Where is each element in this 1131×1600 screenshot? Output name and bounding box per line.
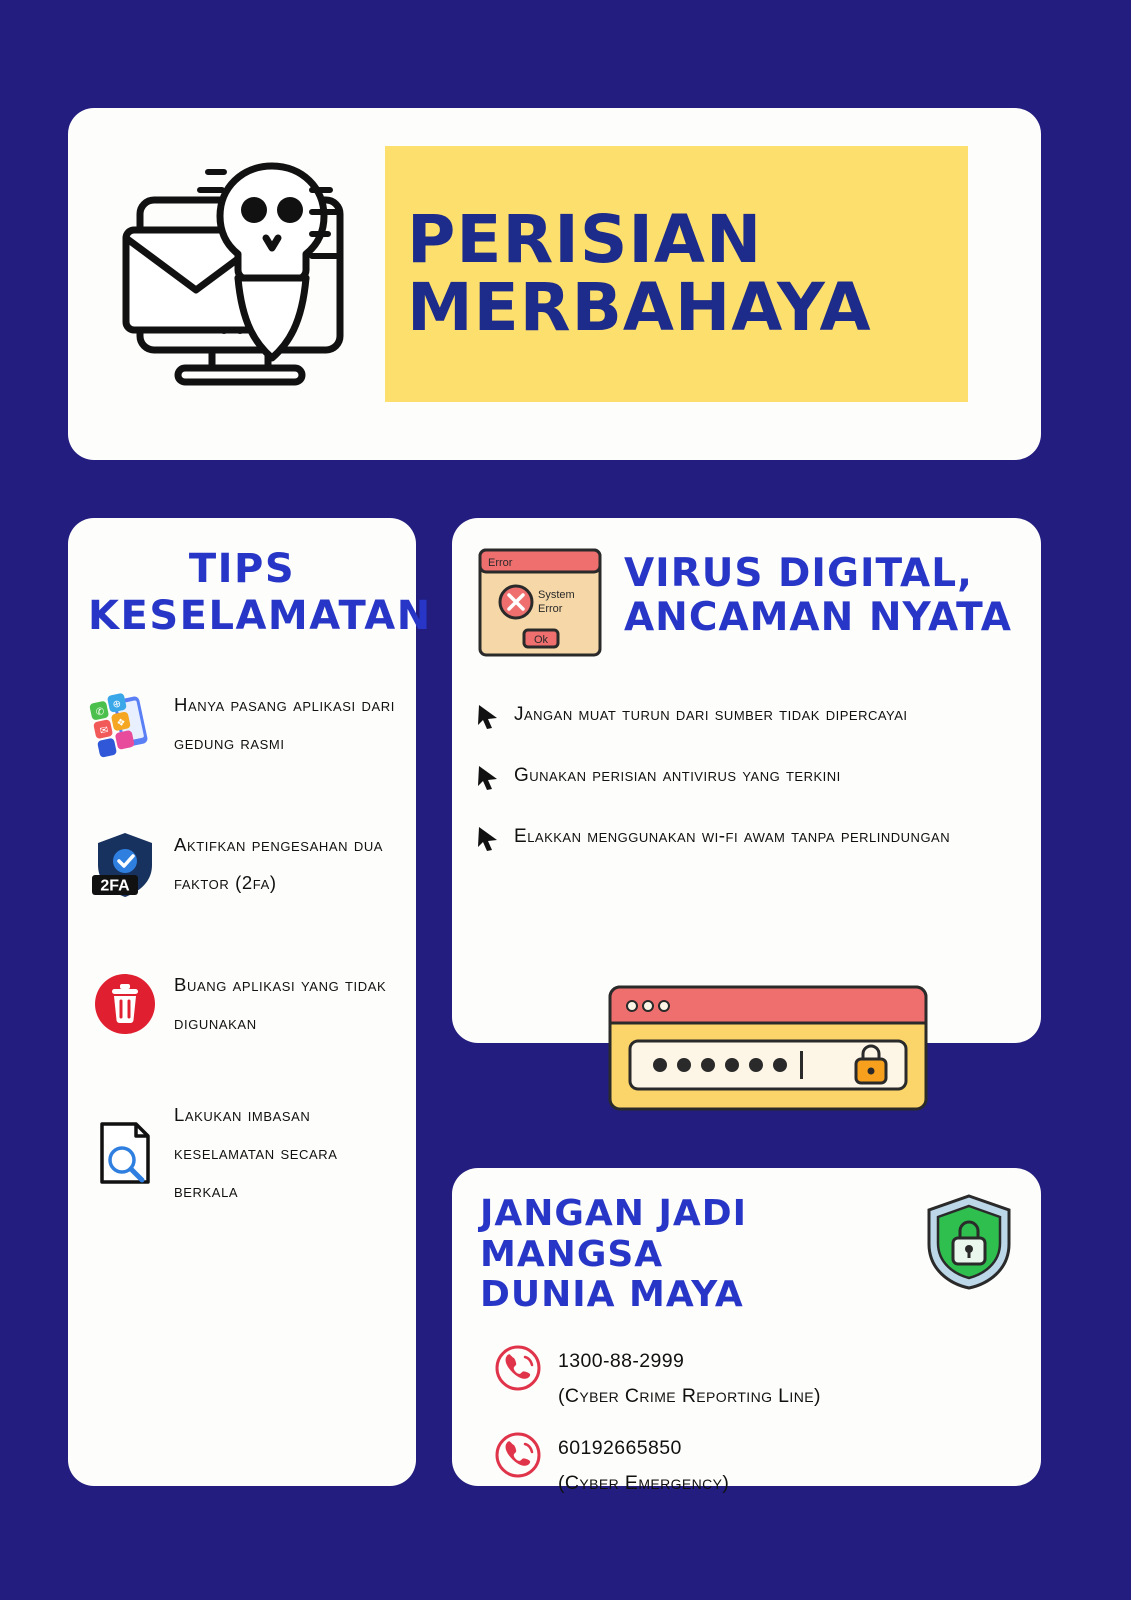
tips-card [68, 518, 432, 1486]
tip-text: Lakukan imbasan keselamatan secara berkala [174, 1104, 338, 1202]
svg-text:⊕: ⊕ [111, 698, 123, 712]
system-error-window-icon [476, 544, 606, 669]
contact-title-line-1: JANGAN JADI MANGSA [480, 1193, 747, 1275]
list-item[interactable] [480, 1344, 1013, 1413]
error-titlebar-label: Error [488, 557, 513, 569]
contact-text [558, 1344, 821, 1413]
svg-text:✉: ✉ [98, 725, 110, 738]
list-item [88, 1096, 396, 1210]
contact-label: (Cyber Emergency) [558, 1472, 730, 1495]
tips-title-line-2: KESELAMATAN [88, 593, 432, 640]
tips-title-line-1: TIPS [188, 546, 296, 592]
password-field-illustration [608, 985, 928, 1111]
svg-text:Ok: Ok [533, 634, 549, 646]
contact-number: 1300-88-2999 [558, 1350, 685, 1373]
svg-text:System: System [538, 589, 575, 601]
bullet-text: Jangan muat turun dari sumber tidak dipercayai [514, 704, 908, 725]
page-title-line-2: MERBAHAYA [407, 269, 872, 346]
bullet-text: Elakkan menggunakan wi-fi awam tanpa perlindungan [514, 826, 951, 847]
bullet-text: Gunakan perisian antivirus yang terkini [514, 765, 841, 786]
tip-text: Buang aplikasi yang tidak digunakan [174, 974, 387, 1034]
contact-number: 60192665850 [558, 1437, 682, 1460]
mobile-apps-icon [88, 687, 162, 761]
list-item [88, 816, 396, 912]
list-item [88, 956, 396, 1052]
contact-list [480, 1344, 1013, 1501]
malware-email-monitor-icon [116, 138, 406, 428]
contact-label: (Cyber Crime Reporting Line) [558, 1384, 821, 1407]
svg-text:Error: Error [538, 603, 563, 615]
poster-title-band [385, 146, 968, 402]
tips-title [88, 546, 432, 640]
shield-padlock-icon [923, 1192, 1015, 1292]
list-item [476, 760, 1017, 795]
tip-text: Aktifkan pengesahan dua faktor (2fa) [174, 834, 384, 894]
svg-text:2FA: 2FA [100, 877, 130, 895]
arrow-cursor-icon [476, 699, 500, 734]
list-item [476, 699, 1017, 734]
trash-delete-icon [88, 967, 162, 1041]
virus-title [624, 544, 1012, 639]
header-card [68, 108, 1041, 460]
virus-title-line-2: ANCAMAN NYATA [624, 594, 1012, 640]
virus-bullet-list [476, 699, 1017, 856]
contact-card [452, 1168, 1041, 1495]
phone-call-icon [494, 1431, 542, 1484]
contact-title-line-2: DUNIA MAYA [480, 1274, 744, 1316]
contact-title [480, 1194, 910, 1316]
arrow-cursor-icon [476, 821, 500, 856]
virus-header [476, 544, 1017, 669]
list-item[interactable] [480, 1431, 1013, 1500]
arrow-cursor-icon [476, 760, 500, 795]
svg-text:✆: ✆ [94, 706, 106, 720]
contact-text [558, 1431, 729, 1500]
2fa-shield-icon [88, 827, 162, 901]
virus-card [452, 518, 1041, 1043]
tip-text: Hanya pasang aplikasi dari gedung rasmi [174, 694, 395, 754]
virus-title-line-1: VIRUS DIGITAL, [624, 551, 973, 596]
list-item [88, 676, 396, 772]
document-scan-icon [88, 1116, 162, 1190]
tips-list [88, 676, 396, 1210]
svg-text:❖: ❖ [115, 717, 127, 730]
page-title-line-1: PERISIAN [407, 201, 763, 279]
phone-call-icon [494, 1344, 542, 1397]
list-item [476, 821, 1017, 856]
